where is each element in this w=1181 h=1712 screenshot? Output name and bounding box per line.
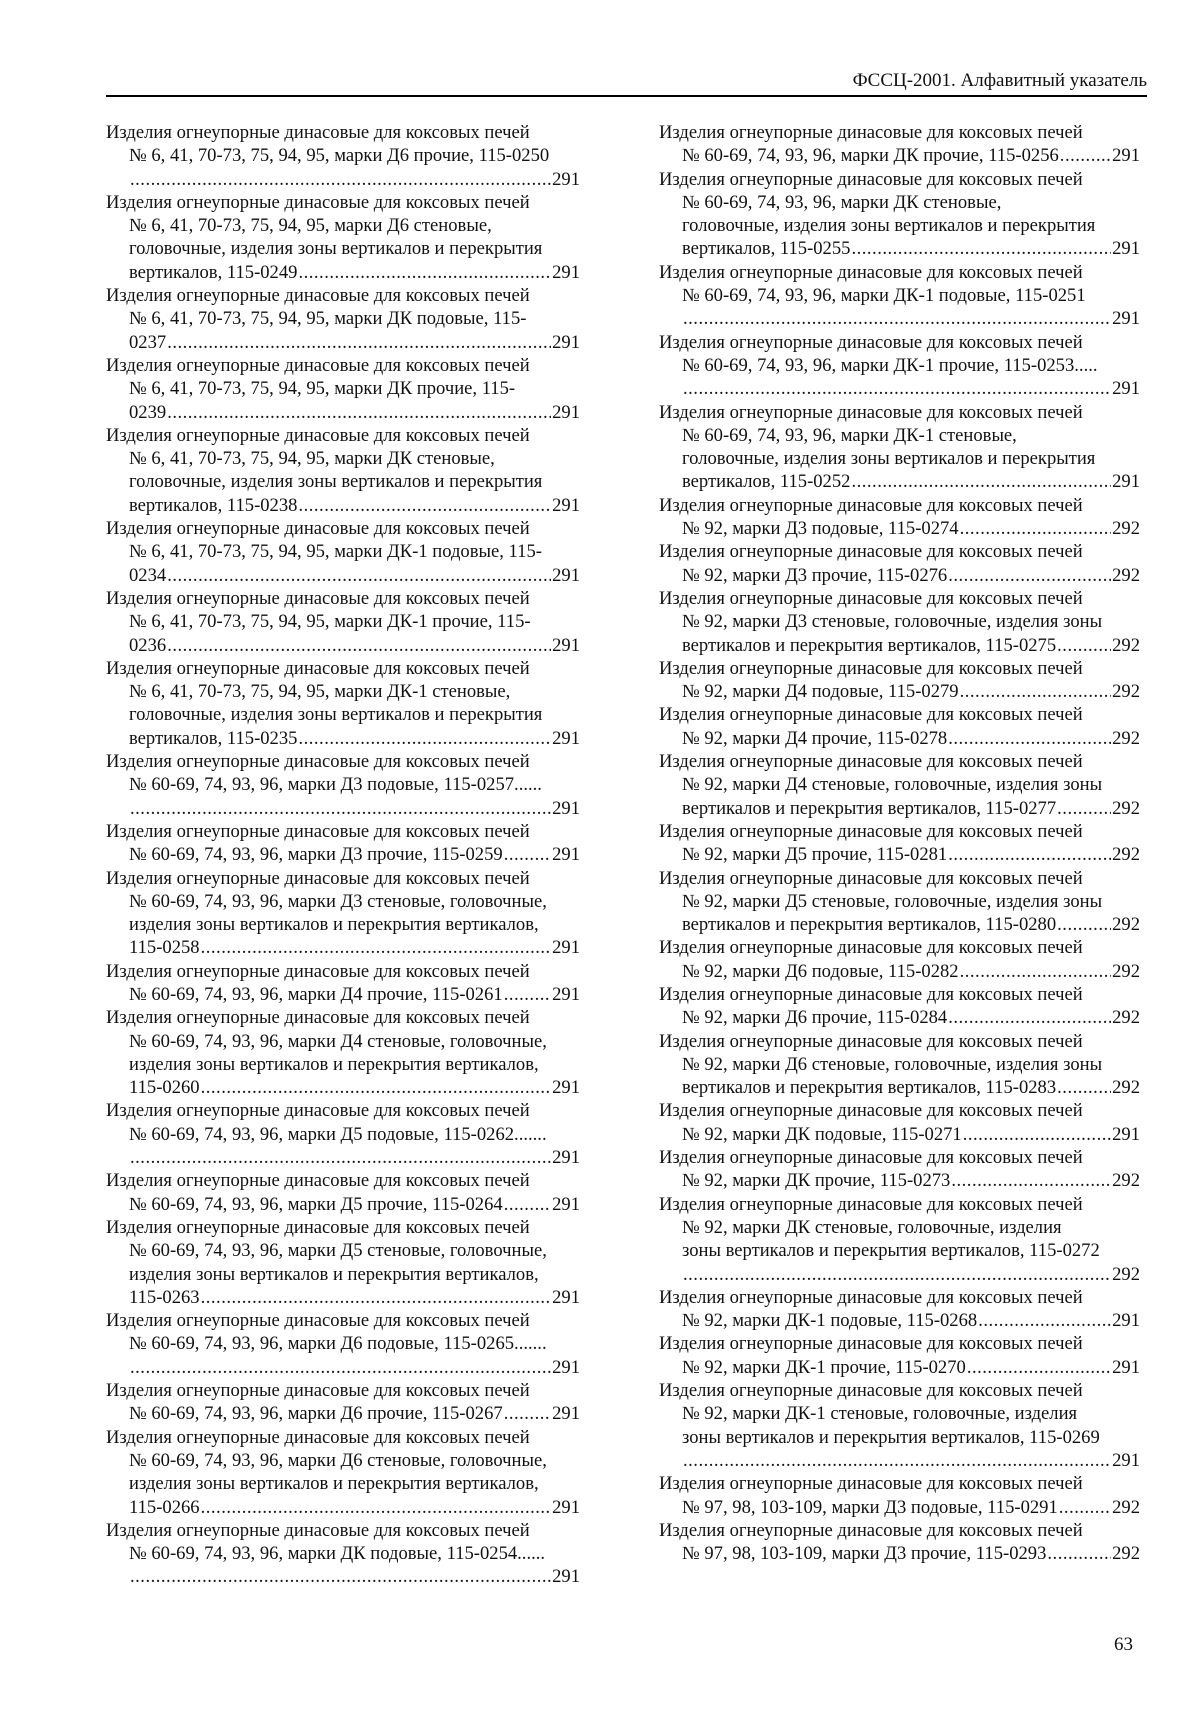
entry-text-line: № 60-69, 74, 93, 96, марки Д3 стеновые, головочные, — [129, 890, 547, 912]
index-entry — [659, 936, 1140, 983]
entry-page-number: 291 — [552, 844, 580, 866]
entry-tail-text: № 60-69, 74, 93, 96, марки Д4 прочие, 115-0261 — [129, 983, 503, 1005]
entry-leader-line — [106, 494, 580, 517]
entry-page-number: 292 — [1112, 1263, 1140, 1285]
entry-tail-text: вертикалов, 115-0249 — [129, 261, 298, 283]
entry-leader-line — [659, 1169, 1140, 1192]
entry-page-number: 291 — [552, 937, 580, 959]
entry-tail-text: № 97, 98, 103-109, марки Д3 прочие, 115-0293 — [682, 1543, 1047, 1565]
entry-leader-line — [106, 936, 580, 959]
entry-page-number: 291 — [1112, 308, 1140, 330]
entry-text-line: изделия зоны вертикалов и перекрытия вертикалов, — [129, 1263, 539, 1285]
dot-leader — [1057, 1076, 1111, 1099]
entry-page-number: 291 — [552, 1496, 580, 1518]
entry-text-line: Изделия огнеупорные динасовые для коксовых печей — [106, 1007, 530, 1029]
entry-text-line: № 92, марки ДК-1 стеновые, головочные, изделия — [682, 1403, 1078, 1425]
entry-text-line: Изделия огнеупорные динасовые для коксовых печей — [659, 587, 1083, 609]
entry-text-line: № 60-69, 74, 93, 96, марки ДК-1 подовые, 115-0251 — [682, 285, 1086, 307]
index-entry — [106, 1426, 580, 1519]
index-entry — [659, 1146, 1140, 1193]
index-entry — [659, 983, 1140, 1030]
entry-page-number: 292 — [1112, 960, 1140, 982]
entry-text-line: Изделия огнеупорные динасовые для коксовых печей — [659, 867, 1083, 889]
entry-text-line: Изделия огнеупорные динасовые для коксовых печей — [659, 1147, 1083, 1169]
index-entry — [659, 1030, 1140, 1100]
entry-page-number: 292 — [1112, 634, 1140, 656]
entry-tail-text: № 97, 98, 103-109, марки Д3 подовые, 115-0291 — [682, 1496, 1058, 1518]
index-entry — [106, 191, 580, 284]
dot-leader — [683, 377, 1111, 400]
entry-text-line: Изделия огнеупорные динасовые для коксовых печей — [659, 1286, 1083, 1308]
entry-text-line: зоны вертикалов и перекрытия вертикалов, 115-0269 — [682, 1426, 1100, 1448]
entry-page-number: 292 — [1112, 1077, 1140, 1099]
dot-leader — [1057, 913, 1111, 936]
dot-leader — [948, 843, 1111, 866]
index-entry — [659, 1193, 1140, 1286]
dot-leader — [948, 564, 1111, 587]
index-entry — [659, 168, 1140, 261]
entry-page-number: 292 — [1112, 1496, 1140, 1518]
entry-tail-text: вертикалов, 115-0235 — [129, 727, 298, 749]
entry-leader-line — [659, 960, 1140, 983]
entry-leader-line — [106, 983, 580, 1006]
entry-tail-text: 0237 — [129, 331, 167, 353]
entry-leader-line — [106, 1076, 580, 1099]
entry-text-line: № 60-69, 74, 93, 96, марки ДК стеновые, — [682, 191, 1002, 213]
entry-page-number: 291 — [1112, 145, 1140, 167]
entry-text-line: Изделия огнеупорные динасовые для коксовых печей — [659, 983, 1083, 1005]
entry-tail-text: вертикалов и перекрытия вертикалов, 115-0277 — [682, 797, 1057, 819]
entry-text-line: Изделия огнеупорные динасовые для коксовых печей — [659, 1473, 1083, 1495]
index-entry — [106, 424, 580, 517]
entry-text-line: Изделия огнеупорные динасовые для коксовых печей — [659, 1100, 1083, 1122]
entry-text-line: № 92, марки ДК стеновые, головочные, изделия — [682, 1216, 1062, 1238]
entry-text-line: Изделия огнеупорные динасовые для коксовых печей — [106, 1170, 530, 1192]
entry-text-line: № 60-69, 74, 93, 96, марки Д4 стеновые, головочные, — [129, 1030, 547, 1052]
dot-leader — [967, 1356, 1111, 1379]
dot-leader — [130, 1356, 551, 1379]
dot-leader — [1060, 144, 1111, 167]
entry-text-line: № 60-69, 74, 93, 96, марки ДК подовые, 115-0254...... — [129, 1543, 546, 1565]
entry-text-line: Изделия огнеупорные динасовые для коксовых печей — [659, 168, 1083, 190]
entry-leader-line — [659, 377, 1140, 400]
entry-tail-text: 115-0266 — [129, 1496, 200, 1518]
entry-leader-line — [659, 1356, 1140, 1379]
entry-tail-text: № 60-69, 74, 93, 96, марки Д6 прочие, 115-0267 — [129, 1403, 503, 1425]
entry-leader-line — [106, 1356, 580, 1379]
entry-text-line: Изделия огнеупорные динасовые для коксовых печей — [106, 960, 530, 982]
entry-page-number: 291 — [552, 1403, 580, 1425]
dot-leader — [960, 960, 1112, 983]
entry-text-line: № 92, марки Д4 стеновые, головочные, изделия зоны — [682, 774, 1103, 796]
entry-text-line: Изделия огнеупорные динасовые для коксовых печей — [659, 820, 1083, 842]
index-entry — [106, 1006, 580, 1099]
entry-text-line: № 92, марки Д3 стеновые, головочные, изделия зоны — [682, 611, 1103, 633]
entry-leader-line — [106, 401, 580, 424]
entry-leader-line — [106, 1565, 580, 1588]
entry-page-number: 291 — [1112, 471, 1140, 493]
dot-leader — [167, 331, 551, 354]
entry-text-line: Изделия огнеупорные динасовые для коксовых печей — [659, 494, 1083, 516]
entry-page-number: 292 — [1112, 518, 1140, 540]
entry-text-line: изделия зоны вертикалов и перекрытия вертикалов, — [129, 1473, 539, 1495]
entry-tail-text: вертикалов и перекрытия вертикалов, 115-0275 — [682, 634, 1057, 656]
entry-text-line: № 60-69, 74, 93, 96, марки Д5 подовые, 115-0262....... — [129, 1123, 547, 1145]
entry-tail-text: 0236 — [129, 634, 167, 656]
entry-leader-line — [106, 1193, 580, 1216]
index-entry — [106, 587, 580, 657]
entry-page-number: 291 — [552, 494, 580, 516]
entry-leader-line — [659, 1449, 1140, 1472]
dot-leader — [978, 1309, 1111, 1332]
index-entry — [106, 1216, 580, 1309]
entry-text-line: Изделия огнеупорные динасовые для коксовых печей — [106, 191, 530, 213]
dot-leader — [960, 680, 1112, 703]
entry-text-line: Изделия огнеупорные динасовые для коксовых печей — [659, 1380, 1083, 1402]
entry-page-number: 292 — [1112, 681, 1140, 703]
entry-page-number: 291 — [552, 983, 580, 1005]
entry-text-line: Изделия огнеупорные динасовые для коксовых печей — [106, 424, 530, 446]
entry-page-number: 292 — [1112, 797, 1140, 819]
index-entry — [106, 1519, 580, 1589]
index-entry — [106, 517, 580, 587]
entry-tail-text: № 92, марки ДК-1 прочие, 115-0270 — [682, 1356, 966, 1378]
index-entry — [106, 354, 580, 424]
entry-leader-line — [659, 1076, 1140, 1099]
index-entry — [106, 960, 580, 1007]
entry-leader-line — [106, 261, 580, 284]
index-entry — [659, 1472, 1140, 1519]
dot-leader — [948, 727, 1111, 750]
entry-text-line: Изделия огнеупорные динасовые для коксовых печей — [106, 1380, 530, 1402]
entry-leader-line — [659, 237, 1140, 260]
entry-text-line: Изделия огнеупорные динасовые для коксовых печей — [106, 285, 530, 307]
entry-leader-line — [659, 843, 1140, 866]
index-entry — [659, 540, 1140, 587]
entry-tail-text: № 92, марки ДК-1 подовые, 115-0268 — [682, 1310, 978, 1332]
running-title: ФССЦ-2001. Алфавитный указатель — [852, 70, 1147, 91]
entry-tail-text: № 92, марки Д3 прочие, 115-0276 — [682, 564, 948, 586]
dot-leader — [167, 634, 551, 657]
index-entry — [659, 401, 1140, 494]
entry-leader-line — [106, 564, 580, 587]
entry-text-line: Изделия огнеупорные динасовые для коксовых печей — [106, 1310, 530, 1332]
entry-leader-line — [106, 331, 580, 354]
entry-page-number: 291 — [1112, 378, 1140, 400]
index-entry — [659, 1099, 1140, 1146]
entry-text-line: Изделия огнеупорные динасовые для коксовых печей — [106, 1216, 530, 1238]
entry-leader-line — [659, 634, 1140, 657]
entry-leader-line — [659, 913, 1140, 936]
entry-leader-line — [106, 168, 580, 191]
index-entry — [659, 1379, 1140, 1472]
entry-text-line: № 60-69, 74, 93, 96, марки Д5 стеновые, головочные, — [129, 1240, 547, 1262]
index-entry — [659, 1519, 1140, 1566]
entry-tail-text: № 92, марки Д6 подовые, 115-0282 — [682, 960, 959, 982]
index-entry — [659, 750, 1140, 820]
entry-page-number: 292 — [1112, 1007, 1140, 1029]
entry-tail-text: 0239 — [129, 401, 167, 423]
entry-tail-text: № 92, марки ДК подовые, 115-0271 — [682, 1123, 962, 1145]
entry-page-number: 292 — [1112, 914, 1140, 936]
index-column-left — [106, 121, 580, 1589]
dot-leader — [167, 564, 551, 587]
entry-text-line: Изделия огнеупорные динасовые для коксовых печей — [659, 401, 1083, 423]
entry-text-line: № 60-69, 74, 93, 96, марки Д6 подовые, 115-0265....... — [129, 1333, 547, 1355]
entry-leader-line — [106, 1496, 580, 1519]
entry-text-line: Изделия огнеупорные динасовые для коксовых печей — [106, 820, 530, 842]
index-entry — [106, 1379, 580, 1426]
entry-text-line: № 6, 41, 70-73, 75, 94, 95, марки ДК прочие, 115- — [129, 378, 516, 400]
index-entry — [659, 867, 1140, 937]
dot-leader — [298, 494, 551, 517]
entry-leader-line — [659, 470, 1140, 493]
dot-leader — [851, 237, 1111, 260]
entry-text-line: Изделия огнеупорные динасовые для коксовых печей — [106, 751, 530, 773]
entry-page-number: 291 — [552, 564, 580, 586]
entry-text-line: № 60-69, 74, 93, 96, марки Д6 стеновые, головочные, — [129, 1449, 547, 1471]
entry-page-number: 291 — [552, 1356, 580, 1378]
entry-text-line: Изделия огнеупорные динасовые для коксовых печей — [106, 587, 530, 609]
dot-leader — [201, 936, 552, 959]
dot-leader — [504, 843, 551, 866]
dot-leader — [951, 1169, 1111, 1192]
entry-tail-text: вертикалов, 115-0238 — [129, 494, 298, 516]
index-entry — [106, 820, 580, 867]
index-entry — [659, 657, 1140, 704]
entry-text-line: головочные, изделия зоны вертикалов и перекрытия — [129, 704, 543, 726]
entry-page-number: 291 — [552, 401, 580, 423]
dot-leader — [504, 983, 551, 1006]
entry-tail-text: № 92, марки Д4 прочие, 115-0278 — [682, 727, 948, 749]
entry-leader-line — [659, 680, 1140, 703]
entry-text-line: изделия зоны вертикалов и перекрытия вертикалов, — [129, 1053, 539, 1075]
entry-leader-line — [106, 797, 580, 820]
entry-text-line: № 60-69, 74, 93, 96, марки ДК-1 стеновые, — [682, 424, 1017, 446]
entry-text-line: Изделия огнеупорные динасовые для коксовых печей — [659, 1193, 1083, 1215]
dot-leader — [1057, 797, 1111, 820]
entry-page-number: 291 — [552, 331, 580, 353]
dot-leader — [504, 1193, 551, 1216]
entry-text-line: Изделия огнеупорные динасовые для коксовых печей — [106, 354, 530, 376]
index-entry — [659, 1286, 1140, 1333]
entry-leader-line — [659, 144, 1140, 167]
entry-text-line: № 6, 41, 70-73, 75, 94, 95, марки ДК-1 прочие, 115- — [129, 611, 531, 633]
entry-text-line: Изделия огнеупорные динасовые для коксовых печей — [659, 122, 1083, 143]
index-entry — [659, 587, 1140, 657]
entry-text-line: № 6, 41, 70-73, 75, 94, 95, марки Д6 стеновые, — [129, 215, 492, 237]
index-entry — [106, 121, 580, 191]
dot-leader — [683, 1449, 1111, 1472]
dot-leader — [201, 1286, 552, 1309]
index-entry — [659, 703, 1140, 750]
entry-leader-line — [659, 1309, 1140, 1332]
entry-page-number: 291 — [552, 1566, 580, 1588]
dot-leader — [683, 307, 1111, 330]
entry-tail-text: № 92, марки ДК прочие, 115-0273 — [682, 1170, 951, 1192]
entry-text-line: № 6, 41, 70-73, 75, 94, 95, марки ДК стеновые, — [129, 448, 495, 470]
entry-tail-text: вертикалов и перекрытия вертикалов, 115-0280 — [682, 914, 1057, 936]
entry-page-number: 291 — [552, 1077, 580, 1099]
entry-page-number: 291 — [1112, 1123, 1140, 1145]
entry-text-line: головочные, изделия зоны вертикалов и перекрытия — [682, 215, 1096, 237]
entry-page-number: 291 — [552, 168, 580, 190]
entry-text-line: Изделия огнеупорные динасовые для коксовых печей — [106, 867, 530, 889]
entry-tail-text: № 92, марки Д6 прочие, 115-0284 — [682, 1007, 948, 1029]
dot-leader — [130, 168, 551, 191]
entry-text-line: Изделия огнеупорные динасовые для коксовых печей — [659, 1030, 1083, 1052]
entry-tail-text: № 60-69, 74, 93, 96, марки Д5 прочие, 115-0264 — [129, 1193, 503, 1215]
entry-text-line: Изделия огнеупорные динасовые для коксовых печей — [659, 1519, 1083, 1541]
entry-page-number: 292 — [1112, 844, 1140, 866]
dot-leader — [1047, 1542, 1111, 1565]
entry-leader-line — [106, 843, 580, 866]
entry-tail-text: 0234 — [129, 564, 167, 586]
entry-tail-text: вертикалов и перекрытия вертикалов, 115-0283 — [682, 1077, 1057, 1099]
entry-text-line: головочные, изделия зоны вертикалов и перекрытия — [129, 471, 543, 493]
entry-text-line: Изделия огнеупорные динасовые для коксовых печей — [659, 751, 1083, 773]
entry-leader-line — [106, 634, 580, 657]
entry-leader-line — [106, 727, 580, 750]
entry-text-line: Изделия огнеупорные динасовые для коксовых печей — [659, 937, 1083, 959]
dot-leader — [504, 1402, 551, 1425]
dot-leader — [167, 401, 551, 424]
dot-leader — [963, 1123, 1111, 1146]
index-entry — [106, 750, 580, 820]
dot-leader — [851, 470, 1111, 493]
entry-text-line: № 92, марки Д5 стеновые, головочные, изделия зоны — [682, 890, 1103, 912]
entry-text-line: Изделия огнеупорные динасовые для коксовых печей — [659, 331, 1083, 353]
index-entry — [106, 867, 580, 960]
entry-text-line: Изделия огнеупорные динасовые для коксовых печей — [106, 1100, 530, 1122]
entry-text-line: № 6, 41, 70-73, 75, 94, 95, марки Д6 прочие, 115-0250 — [129, 145, 550, 167]
entry-tail-text: 115-0258 — [129, 937, 200, 959]
entry-text-line: Изделия огнеупорные динасовые для коксовых печей — [659, 657, 1083, 679]
entry-page-number: 291 — [552, 797, 580, 819]
entry-page-number: 291 — [1112, 238, 1140, 260]
entry-page-number: 291 — [1112, 1356, 1140, 1378]
dot-leader — [298, 261, 551, 284]
entry-leader-line — [659, 1542, 1140, 1565]
page-number: 63 — [1114, 1634, 1133, 1655]
dot-leader — [130, 797, 551, 820]
entry-tail-text: № 60-69, 74, 93, 96, марки Д3 прочие, 115-0259 — [129, 844, 503, 866]
entry-page-number: 292 — [1112, 564, 1140, 586]
entry-text-line: № 6, 41, 70-73, 75, 94, 95, марки ДК-1 стеновые, — [129, 681, 511, 703]
entry-text-line: Изделия огнеупорные динасовые для коксовых печей — [106, 1426, 530, 1448]
entry-text-line: № 60-69, 74, 93, 96, марки Д3 подовые, 115-0257...... — [129, 774, 542, 796]
entry-text-line: Изделия огнеупорные динасовые для коксовых печей — [106, 657, 530, 679]
dot-leader — [201, 1496, 552, 1519]
index-entry — [659, 121, 1140, 168]
index-entry — [106, 284, 580, 354]
entry-text-line: Изделия огнеупорные динасовые для коксовых печей — [659, 541, 1083, 563]
entry-page-number: 291 — [1112, 1310, 1140, 1332]
entry-page-number: 291 — [552, 634, 580, 656]
entry-page-number: 291 — [552, 1193, 580, 1215]
entry-text-line: Изделия огнеупорные динасовые для коксовых печей — [659, 1333, 1083, 1355]
dot-leader — [298, 727, 551, 750]
entry-text-line: Изделия огнеупорные динасовые для коксовых печей — [106, 122, 530, 143]
entry-leader-line — [106, 1402, 580, 1425]
entry-text-line: Изделия огнеупорные динасовые для коксовых печей — [659, 704, 1083, 726]
index-entry — [106, 657, 580, 750]
entry-leader-line — [659, 307, 1140, 330]
index-entry — [106, 1309, 580, 1379]
entry-tail-text: № 92, марки Д4 подовые, 115-0279 — [682, 681, 959, 703]
entry-tail-text: № 60-69, 74, 93, 96, марки ДК прочие, 115-0256 — [682, 145, 1059, 167]
dot-leader — [201, 1076, 552, 1099]
entry-text-line: № 6, 41, 70-73, 75, 94, 95, марки ДК подовые, 115- — [129, 308, 527, 330]
entry-leader-line — [659, 1496, 1140, 1519]
dot-leader — [1059, 1496, 1111, 1519]
entry-page-number: 292 — [1112, 727, 1140, 749]
index-column-right — [659, 121, 1140, 1565]
entry-leader-line — [106, 1146, 580, 1169]
index-entry — [106, 1169, 580, 1216]
dot-leader — [130, 1146, 551, 1169]
entry-tail-text: 115-0263 — [129, 1286, 200, 1308]
entry-page-number: 291 — [552, 261, 580, 283]
entry-leader-line — [659, 797, 1140, 820]
dot-leader — [960, 517, 1112, 540]
entry-text-line: № 92, марки Д6 стеновые, головочные, изделия зоны — [682, 1053, 1103, 1075]
entry-leader-line — [659, 564, 1140, 587]
entry-text-line: головочные, изделия зоны вертикалов и перекрытия — [682, 448, 1096, 470]
entry-text-line: № 60-69, 74, 93, 96, марки ДК-1 прочие, 115-0253..... — [682, 354, 1098, 376]
entry-text-line: Изделия огнеупорные динасовые для коксовых печей — [106, 518, 530, 540]
entry-page-number: 291 — [552, 1286, 580, 1308]
index-entry — [659, 331, 1140, 401]
dot-leader — [130, 1565, 551, 1588]
entry-text-line: головочные, изделия зоны вертикалов и перекрытия — [129, 238, 543, 260]
index-entry — [659, 261, 1140, 331]
entry-tail-text: № 92, марки Д5 прочие, 115-0281 — [682, 844, 948, 866]
entry-text-line: Изделия огнеупорные динасовые для коксовых печей — [106, 1519, 530, 1541]
page-header — [106, 70, 1147, 94]
dot-leader — [1057, 634, 1111, 657]
dot-leader — [683, 1263, 1111, 1286]
entry-leader-line — [106, 1286, 580, 1309]
entry-text-line: Изделия огнеупорные динасовые для коксовых печей — [659, 261, 1083, 283]
entry-tail-text: вертикалов, 115-0255 — [682, 238, 851, 260]
entry-leader-line — [659, 1263, 1140, 1286]
entry-tail-text: 115-0260 — [129, 1077, 200, 1099]
entry-page-number: 291 — [1112, 1449, 1140, 1471]
index-entry — [106, 1099, 580, 1169]
header-rule — [106, 95, 1147, 97]
entry-text-line: № 6, 41, 70-73, 75, 94, 95, марки ДК-1 подовые, 115- — [129, 541, 542, 563]
entry-tail-text: № 92, марки Д3 подовые, 115-0274 — [682, 518, 959, 540]
entry-leader-line — [659, 1123, 1140, 1146]
entry-page-number: 291 — [552, 727, 580, 749]
index-entry — [659, 494, 1140, 541]
dot-leader — [948, 1006, 1111, 1029]
entry-leader-line — [659, 1006, 1140, 1029]
entry-page-number: 292 — [1112, 1543, 1140, 1565]
index-entry — [659, 1332, 1140, 1379]
entry-text-line: изделия зоны вертикалов и перекрытия вертикалов, — [129, 914, 539, 936]
entry-leader-line — [659, 517, 1140, 540]
index-entry — [659, 820, 1140, 867]
entry-page-number: 292 — [1112, 1170, 1140, 1192]
entry-tail-text: вертикалов, 115-0252 — [682, 471, 851, 493]
entry-leader-line — [659, 727, 1140, 750]
entry-text-line: зоны вертикалов и перекрытия вертикалов, 115-0272 — [682, 1240, 1100, 1262]
entry-page-number: 291 — [552, 1147, 580, 1169]
